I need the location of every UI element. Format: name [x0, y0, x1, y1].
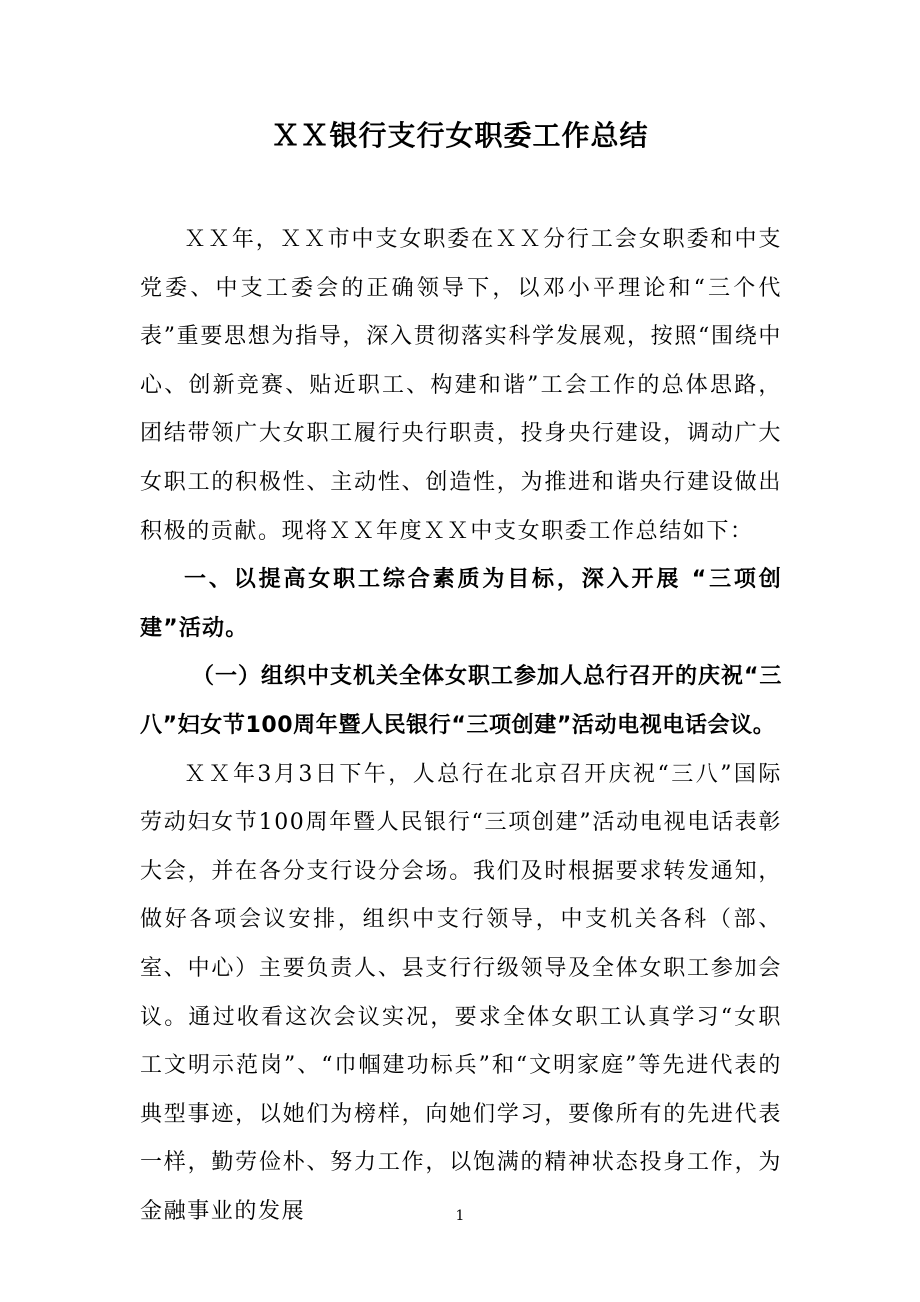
section-heading-1: 一、以提高女职工综合素质为目标，深入开展 “三项创建”活动。 — [140, 567, 782, 641]
page-number: 1 — [455, 1208, 465, 1224]
intro-paragraph: ＸＸ年，ＸＸ市中支女职委在ＸＸ分行工会女职委和中支党委、中支工委会的正确领导下，以邓小平理论和“三个代表”重要思想为指导，深入贯彻落实科学发展观，按照“围绕中心、创新竞赛、贴近职工、构建和谐”工会工作的总体思路，团结带领广大女职工履行央行职责，投身央行建设，调动广大女职工的积极性、主动性、创造性，为推进和谐央行建设做出积极的贡献。现将ＸＸ年度ＸＸ中支女职委工作总结如下： — [140, 227, 782, 544]
document-title: ＸＸ银行支行女职委工作总结 — [271, 119, 649, 152]
body-paragraph: ＸＸ年3月3日下午，人总行在北京召开庆祝“三八”国际劳动妇女节100周年暨人民银行“三项创建”活动电视电话表彰大会，并在各分支行设分会场。我们及时根据要求转发通知，做好各项会议安排，组织中支行领导，中支机关各科（部、室、中心）主要负责人、县支行行级领导及全体女职工参加会议。通过收看这次会议实况，要求全体女职工认真学习“女职工文明示范岗”、“巾帼建功标兵”和“文明家庭”等先进代表的典型事迹，以她们为榜样，向她们学习，要像所有的先进代表一样，勤劳俭朴、努力工作，以饱满的精神状态投身工作，为金融事业的发展 — [140, 761, 782, 1224]
subsection-heading-1: （一）组织中支机关全体女职工参加人总行召开的庆祝“三八”妇女节100周年暨人民银行“三项创建”活动电视电话会议。 — [140, 664, 782, 738]
document-body — [140, 216, 782, 1236]
